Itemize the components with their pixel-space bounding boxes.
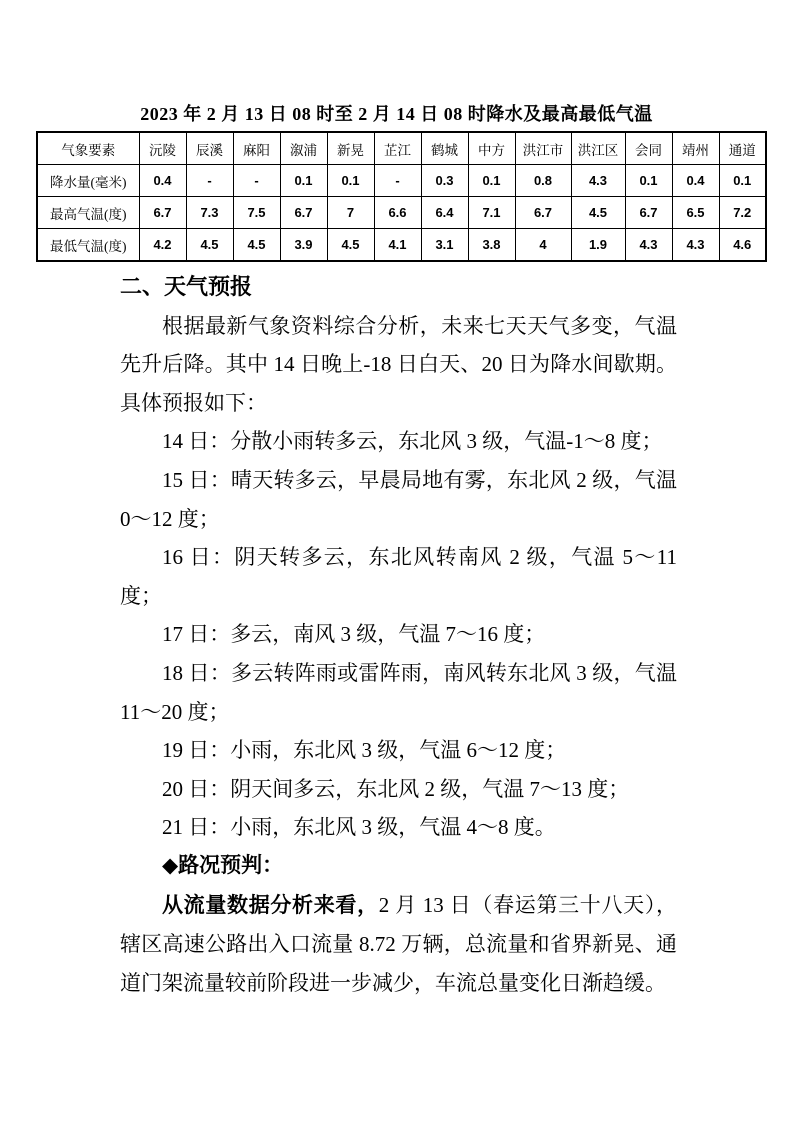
- table-cell: 7.3: [186, 197, 233, 229]
- table-header-cell: 会同: [625, 132, 672, 165]
- table-header-cell: 麻阳: [233, 132, 280, 165]
- table-header-row: [37, 132, 766, 165]
- table-cell: 7.2: [719, 197, 766, 229]
- forecast-line-day21: 21 日：小雨，东北风 3 级，气温 4～8 度。: [162, 815, 556, 840]
- road-condition-paragraph: [120, 886, 677, 1003]
- table-header-cell: 洪江市: [515, 132, 571, 165]
- table-cell: 0.8: [515, 165, 571, 197]
- table-cell: 0.1: [468, 165, 515, 197]
- table-cell: 6.7: [625, 197, 672, 229]
- table-header-cell: 鹤城: [421, 132, 468, 165]
- table-cell: 6.7: [280, 197, 327, 229]
- table-cell: 4.5: [233, 229, 280, 262]
- table-header-cell: 芷江: [374, 132, 421, 165]
- table-row-precipitation: [37, 165, 766, 197]
- weather-table: [36, 131, 767, 262]
- table-cell: 0.4: [139, 165, 186, 197]
- forecast-line-day19: 19 日：小雨，东北风 3 级，气温 6～12 度；: [162, 738, 567, 763]
- table-row-label: 降水量(毫米): [37, 165, 139, 197]
- table-cell: 0.1: [625, 165, 672, 197]
- table-cell: 0.1: [719, 165, 766, 197]
- table-row-label: 最低气温(度): [37, 229, 139, 262]
- table-header-cell: 溆浦: [280, 132, 327, 165]
- road-paragraph-lead: 从流量数据分析来看，: [162, 893, 379, 917]
- table-header-cell: 靖州: [672, 132, 719, 165]
- table-cell: 4.3: [672, 229, 719, 262]
- table-cell: 4.5: [186, 229, 233, 262]
- forecast-line-day14: 14 日：分散小雨转多云，东北风 3 级，气温-1～8 度；: [162, 429, 663, 454]
- table-cell: 0.1: [280, 165, 327, 197]
- table-title: 2023 年 2 月 13 日 08 时至 2 月 14 日 08 时降水及最高最低气温: [140, 104, 653, 124]
- table-cell: 4.3: [625, 229, 672, 262]
- table-cell: -: [233, 165, 280, 197]
- table-cell: 6.7: [139, 197, 186, 229]
- table-cell: 0.4: [672, 165, 719, 197]
- table-header-cell: 通道: [719, 132, 766, 165]
- forecast-line-day15: 15 日：晴天转多云，早晨局地有雾，东北风 2 级，气温 0～12 度；: [120, 467, 677, 531]
- table-cell: 6.7: [515, 197, 571, 229]
- table-row-max-temp: [37, 197, 766, 229]
- table-cell: 4.2: [139, 229, 186, 262]
- forecast-line-day16: 16 日：阴天转多云，东北风转南风 2 级，气温 5～11 度；: [120, 545, 677, 608]
- table-cell: 0.1: [327, 165, 374, 197]
- table-header-cell: 洪江区: [571, 132, 625, 165]
- table-header-cell: 气象要素: [37, 132, 139, 165]
- table-cell: 4.3: [571, 165, 625, 197]
- table-cell: 7.5: [233, 197, 280, 229]
- forecast-line-day20: 20 日：阴天间多云，东北风 2 级，气温 7～13 度；: [162, 776, 630, 801]
- forecast-line-day17: 17 日：多云，南风 3 级，气温 7～16 度；: [162, 622, 546, 647]
- section-heading-weather-forecast: 二、天气预报: [120, 274, 253, 299]
- table-cell: 4: [515, 229, 571, 262]
- table-header-cell: 沅陵: [139, 132, 186, 165]
- table-row-min-temp: [37, 229, 766, 262]
- table-cell: 3.9: [280, 229, 327, 262]
- table-cell: 6.5: [672, 197, 719, 229]
- road-condition-heading: ◆路况预判：: [162, 853, 284, 877]
- table-header-cell: 新晃: [327, 132, 374, 165]
- document-body: [120, 268, 677, 1002]
- table-cell: 6.6: [374, 197, 421, 229]
- table-cell: 7.1: [468, 197, 515, 229]
- table-cell: 4.5: [327, 229, 374, 262]
- table-cell: 4.1: [374, 229, 421, 262]
- table-cell: -: [374, 165, 421, 197]
- table-header-cell: 中方: [468, 132, 515, 165]
- table-cell: 7: [327, 197, 374, 229]
- table-cell: 3.8: [468, 229, 515, 262]
- table-row-label: 最高气温(度): [37, 197, 139, 229]
- table-cell: 0.3: [421, 165, 468, 197]
- table-header-cell: 辰溪: [186, 132, 233, 165]
- table-cell: 6.4: [421, 197, 468, 229]
- forecast-intro-paragraph: 根据最新气象资料综合分析，未来七天天气多变，气温先升后降。其中 14 日晚上-18 日白天、20 日为降水间歇期。具体预报如下：: [120, 313, 677, 415]
- table-cell: 4.5: [571, 197, 625, 229]
- table-cell: -: [186, 165, 233, 197]
- table-cell: 3.1: [421, 229, 468, 262]
- forecast-line-day18: 18 日：多云转阵雨或雷阵雨，南风转东北风 3 级，气温 11～20 度；: [120, 660, 677, 724]
- table-cell: 4.6: [719, 229, 766, 262]
- table-cell: 1.9: [571, 229, 625, 262]
- road-paragraph-body: 2 月 13 日（春运第三十八天），辖区高速公路出入口流量 8.72 万辆，总流量和省界新晃、通道门架流量较前阶段进一步减少，车流总量变化日渐趋缓。: [120, 892, 678, 995]
